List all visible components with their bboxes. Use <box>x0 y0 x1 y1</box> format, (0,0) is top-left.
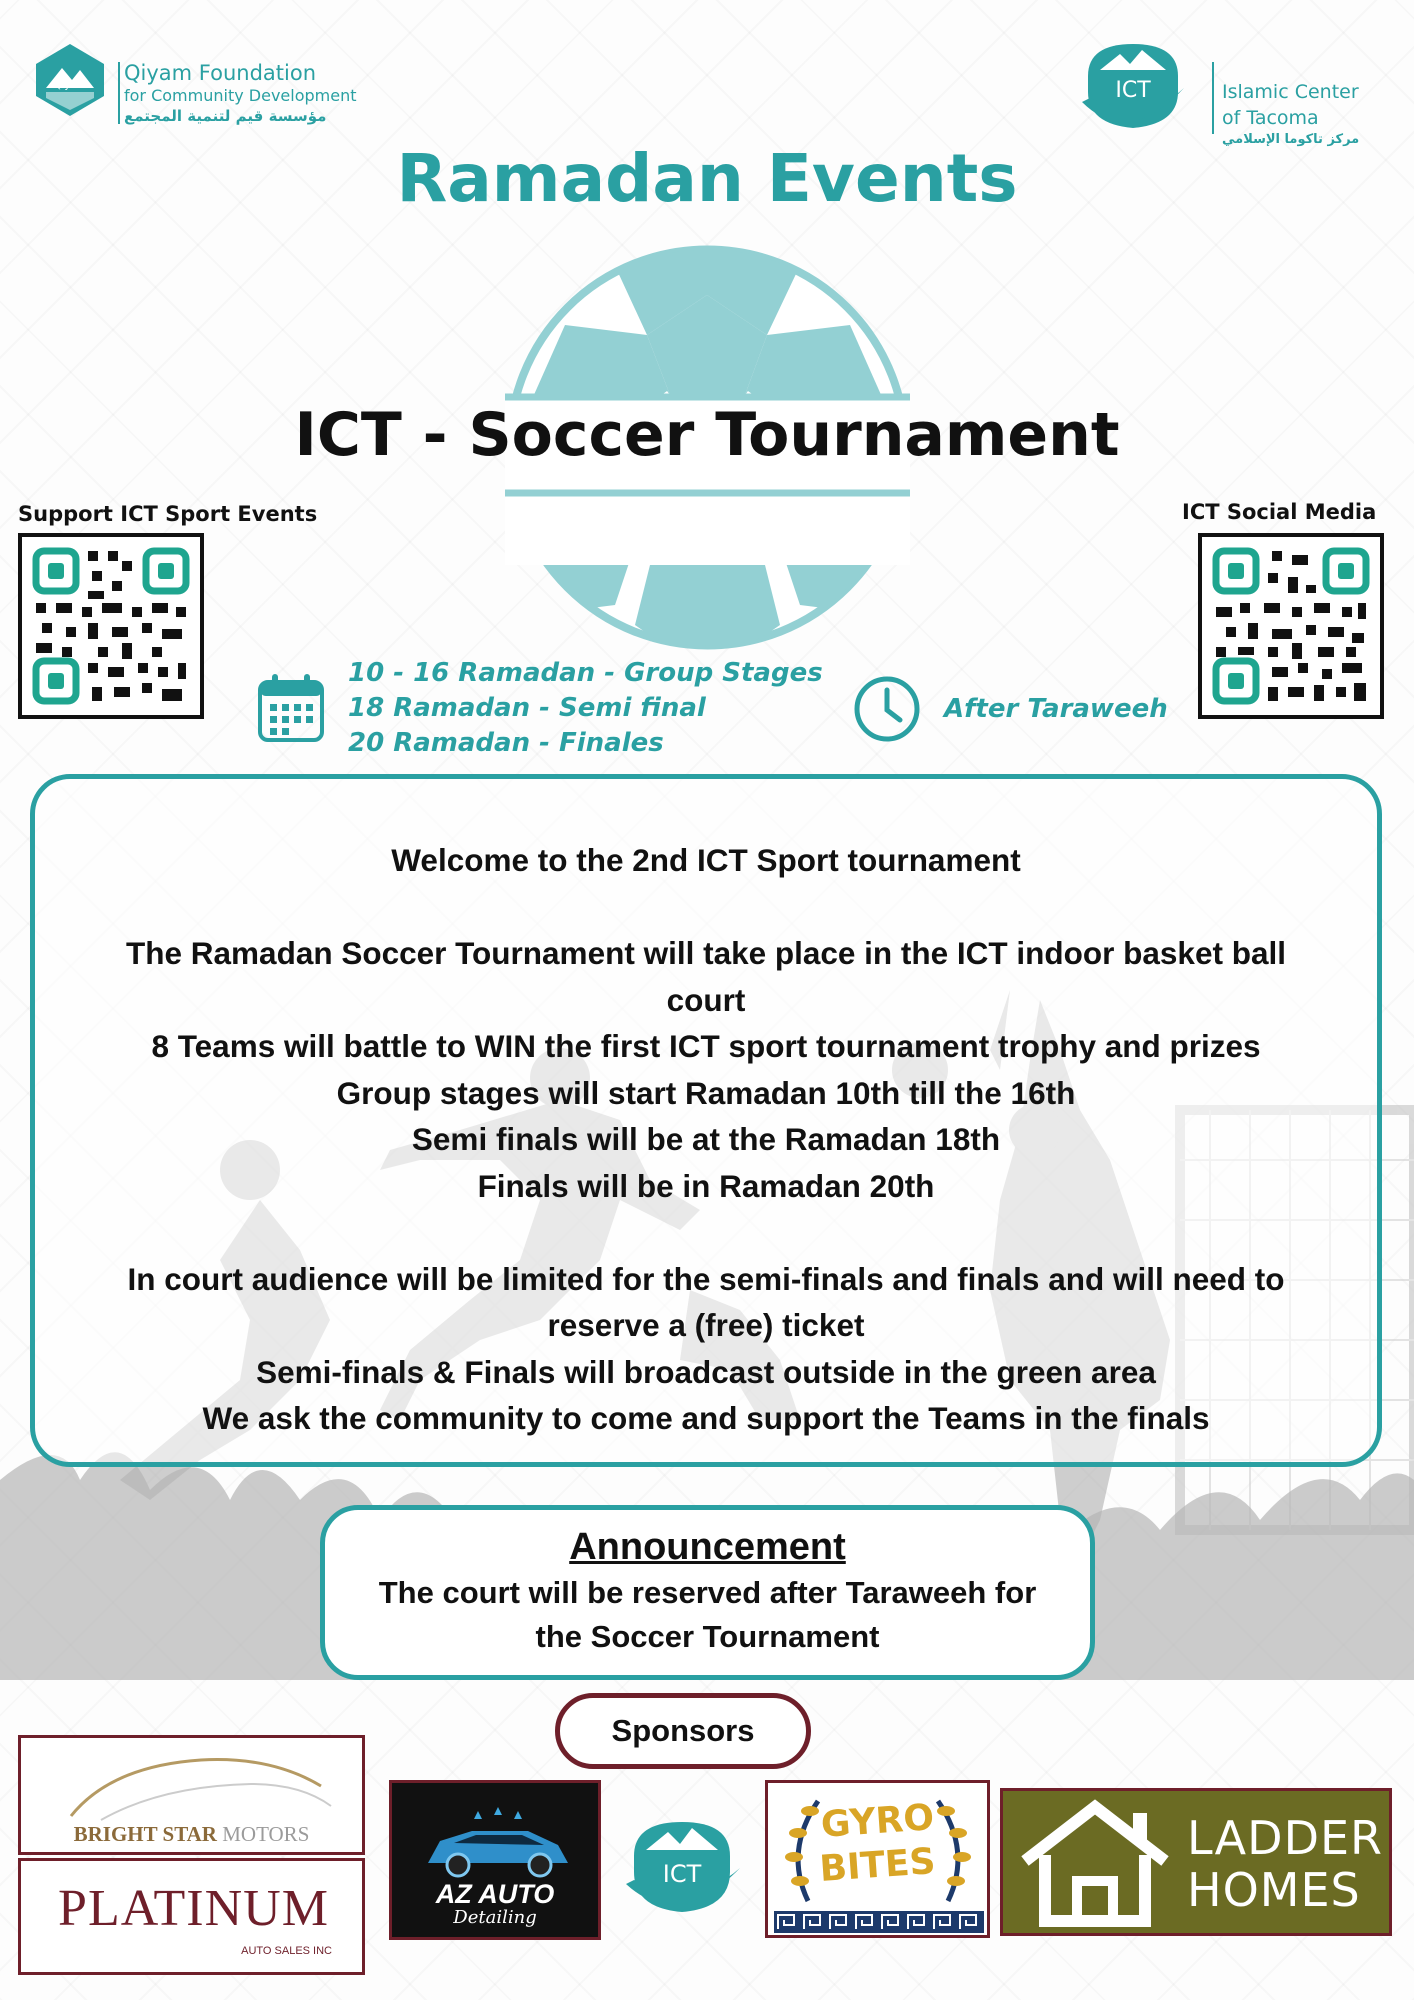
calendar-icon <box>256 672 326 744</box>
bright-star-text <box>21 1822 362 1847</box>
qr-code-icon <box>1202 537 1380 715</box>
ict-sponsor-text: ICT <box>662 1860 702 1888</box>
qr-code-icon <box>22 537 200 715</box>
info-line-7: Semi finals will be at the Ramadan 18th <box>411 1121 1001 1157</box>
sponsor-platinum-auto-sales[interactable] <box>18 1858 365 1975</box>
sponsor-gyro-bites[interactable] <box>765 1780 990 1938</box>
sponsor-ict[interactable] <box>618 1812 748 1922</box>
ict-logo <box>1078 36 1398 156</box>
gyro-word: GYRO <box>819 1797 936 1846</box>
qiyam-arabic-name: مؤسسة قيم لتنمية المجتمع <box>124 107 327 125</box>
car-icon <box>418 1805 578 1883</box>
qiyam-name: Qiyam Foundation <box>124 61 317 85</box>
schedule-item-finales: 20 Ramadan - Finales <box>348 728 664 758</box>
motors-word: MOTORS <box>222 1822 310 1846</box>
qiyam-logo-icon-text: Qiyam <box>53 80 87 91</box>
sponsor-ladder-homes[interactable] <box>1000 1788 1392 1936</box>
info-text <box>45 837 1367 1442</box>
announcement-line-2: the Soccer Tournament <box>535 1619 880 1654</box>
qr-code-support[interactable] <box>18 533 204 719</box>
bright-star-word: BRIGHT STAR <box>73 1822 217 1846</box>
info-line-4: court <box>666 981 746 1018</box>
ladder-word: LADDER <box>1187 1811 1384 1865</box>
info-line-3: The Ramadan Soccer Tournament will take place in the ICT indoor basket ball <box>126 935 1286 971</box>
qr-code-social[interactable] <box>1198 533 1384 719</box>
announcement-line-1: The court will be reserved after Taraweeh for <box>378 1575 1037 1610</box>
platinum-sub: AUTO SALES INC <box>241 1945 332 1957</box>
sponsors-label: Sponsors <box>611 1713 755 1748</box>
bites-word: BITES <box>818 1841 937 1890</box>
info-line-8: Finals will be in Ramadan 20th <box>477 1167 935 1204</box>
sponsors-label-pill <box>555 1693 811 1769</box>
sponsor-az-auto-detailing[interactable] <box>389 1780 601 1940</box>
info-line-12: Semi-finals & Finals will broadcast outside in the green area <box>256 1353 1156 1390</box>
platinum-name: PLATINUM <box>58 1880 329 1937</box>
info-line-1: Welcome to the 2nd ICT Sport tournament <box>391 842 1021 878</box>
info-line-5: 8 Teams will battle to WIN the first ICT sport tournament trophy and prizes <box>151 1028 1261 1064</box>
ict-name-line2: of Tacoma <box>1222 107 1319 129</box>
info-panel <box>30 774 1382 1467</box>
schedule-item-group-stages: 10 - 16 Ramadan - Group Stages <box>348 658 823 688</box>
schedule-list <box>348 656 868 761</box>
ict-logo-icon-text: ICT <box>1115 78 1151 103</box>
info-line-6: Group stages will start Ramadan 10th till the 16th <box>336 1074 1076 1111</box>
az-auto-name: AZ AUTO <box>435 1879 555 1909</box>
announcement-panel <box>320 1505 1095 1680</box>
qiyam-logo <box>32 42 412 132</box>
ict-name-line1: Islamic Center <box>1222 81 1359 103</box>
house-icon <box>1015 1799 1175 1929</box>
greek-key-border <box>774 1911 984 1933</box>
qr-right-label: ICT Social Media <box>1182 500 1377 524</box>
sponsor-bright-star-motors[interactable] <box>18 1735 365 1855</box>
event-title: ICT - Soccer Tournament <box>294 400 1120 470</box>
info-line-11: reserve a (free) ticket <box>547 1307 865 1343</box>
info-line-9 <box>45 1209 1367 1256</box>
qiyam-divider <box>118 62 120 124</box>
homes-word: HOMES <box>1187 1863 1361 1917</box>
qiyam-tagline: for Community Development <box>124 86 357 105</box>
qr-left-label: Support ICT Sport Events <box>18 502 318 526</box>
az-auto-sub: Detailing <box>453 1907 537 1928</box>
time-label: After Taraweeh <box>944 694 1168 724</box>
info-line-2 <box>45 884 1367 931</box>
info-line-10: In court audience will be limited for the semi-finals and finals and will need to <box>127 1260 1285 1297</box>
ict-divider <box>1212 62 1214 134</box>
ict-arabic-name: مركز تاكوما الإسلامي <box>1222 132 1360 147</box>
clock-icon <box>852 674 922 744</box>
page-title: Ramadan Events <box>396 140 1018 217</box>
schedule-item-semi-final: 18 Ramadan - Semi final <box>348 693 706 723</box>
announcement-title: Announcement <box>569 1526 846 1568</box>
info-line-13: We ask the community to come and support the Teams in the finals <box>202 1400 1210 1436</box>
car-swoosh-icon <box>51 1746 341 1826</box>
